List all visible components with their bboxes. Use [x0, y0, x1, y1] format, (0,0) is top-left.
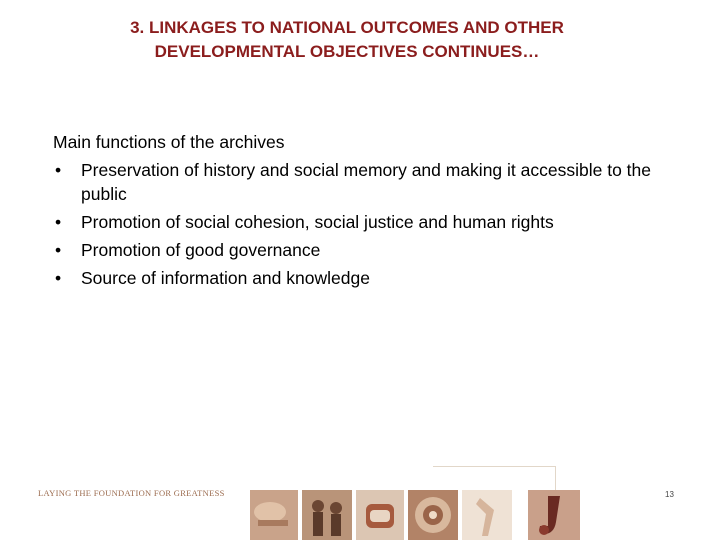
slide-title-line-2: DEVELOPMENTAL OBJECTIVES CONTINUES…: [154, 42, 540, 61]
slide-body: [53, 130, 653, 294]
bullet-item: • Promotion of social cohesion, social justice and human rights: [53, 210, 653, 234]
photo-ballet-icon: [462, 490, 512, 540]
bullet-item: • Promotion of good governance: [53, 238, 653, 262]
footer-divider: [433, 466, 556, 493]
photo-beadwork-icon: [408, 490, 458, 540]
bullet-list: [53, 158, 653, 290]
slide-title-line-1: 3. LINKAGES TO NATIONAL OUTCOMES AND OTHER: [130, 18, 564, 37]
bullet-item: • Source of information and knowledge: [53, 266, 653, 290]
photo-children-icon: [302, 490, 352, 540]
page-number: 13: [665, 490, 674, 499]
footer-tagline: LAYING THE FOUNDATION FOR GREATNESS: [38, 488, 225, 498]
photo-saxophone-icon: [528, 490, 580, 540]
photo-bracelet-icon: [356, 490, 404, 540]
body-heading: Main functions of the archives: [53, 132, 285, 152]
slide-title: [40, 16, 654, 64]
photo-hands-icon: [250, 490, 298, 540]
footer-photo-strip: [248, 490, 588, 540]
bullet-item: • Preservation of history and social memory and making it accessible to the public: [53, 158, 653, 206]
